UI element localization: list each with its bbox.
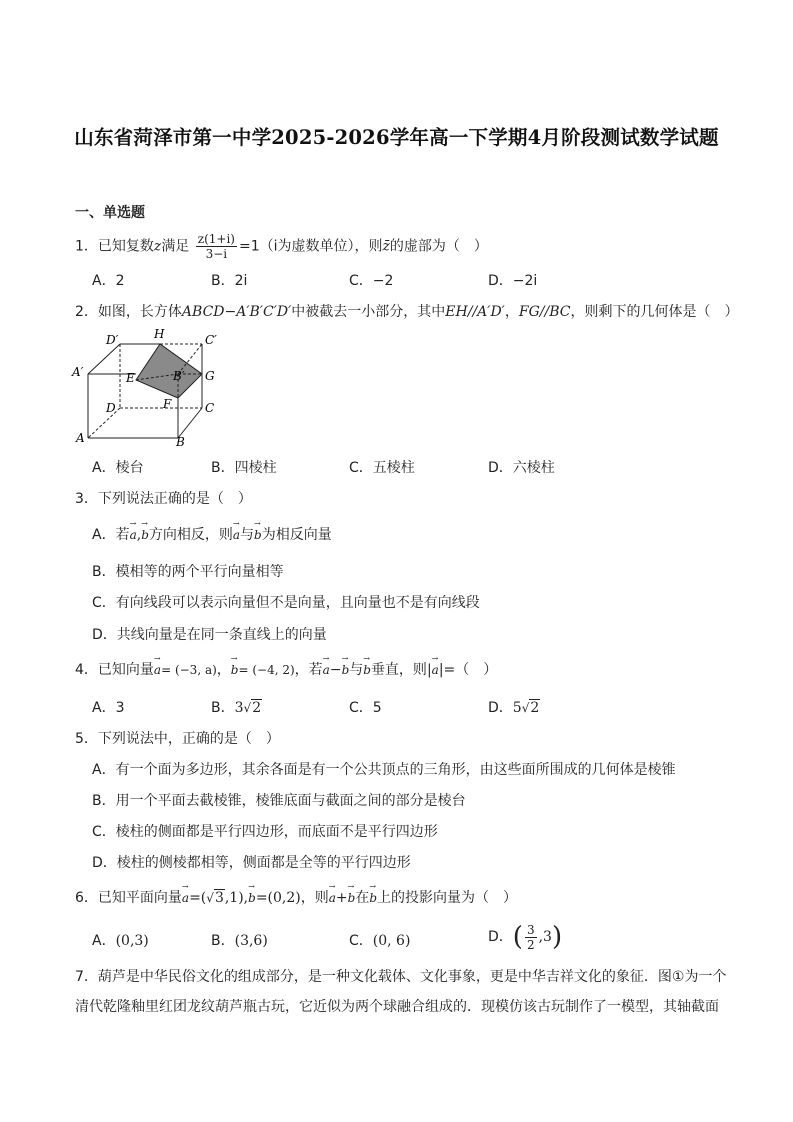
q6-option-a — [92, 930, 149, 950]
q4-pre: 4．已知向量 — [75, 662, 154, 678]
q6-on: 在 — [355, 890, 370, 906]
q2-text-mid: 中被截去一小部分，其中 — [291, 304, 446, 320]
q4-d-coef: 5 — [512, 700, 522, 716]
q2-sep: ， — [504, 304, 519, 320]
q2-option-b: B．四棱柱 — [211, 460, 277, 476]
q4-option-c: C．5 — [349, 700, 382, 716]
question-7-line-1: 7．葫芦是中华民俗文化的组成部分，是一种文化载体、文化事象，更是中华吉祥文化的象征．图①为一个 — [75, 969, 727, 985]
q1-frac-den: 3−i — [205, 247, 228, 261]
label-d1: D′ — [106, 333, 119, 347]
q4-vec-b2: → b — [342, 663, 350, 677]
q3-option-b: B．模相等的两个平行向量相等 — [92, 564, 284, 580]
q2-solid-name: ABCD−A′B′C′D′ — [181, 304, 292, 320]
label-d: D — [106, 401, 116, 415]
q1-text-post: 的虚部为（ ） — [389, 238, 488, 255]
label-b1: B′ — [173, 369, 185, 383]
q4-d-radicand: 2 — [530, 700, 540, 716]
q6-option-b — [211, 930, 268, 950]
question-2-stem — [75, 301, 738, 321]
q4-b-coef: 3 — [234, 700, 244, 716]
label-b: B — [176, 435, 185, 449]
question-3-stem: 3．下列说法正确的是（ ） — [75, 491, 252, 507]
q6-option-c — [349, 930, 410, 950]
label-f: F — [163, 397, 172, 411]
q6-d-fraction — [525, 923, 537, 952]
q5-option-c: C．棱柱的侧面都是平行四边形，而底面不是平行四边形 — [92, 824, 438, 840]
q1-var-zbar: z̄ — [382, 238, 390, 255]
label-c: C — [205, 401, 215, 415]
q4-vec-a2: → a — [323, 663, 330, 677]
q6-d-label: D． — [488, 929, 513, 945]
edge-bc — [178, 408, 202, 438]
q6-d-num: 3 — [526, 922, 535, 937]
q2-text-pre: 2．如图，长方体 — [75, 304, 182, 320]
q1-option-b: B．2i — [211, 273, 248, 289]
q4-and: 与 — [349, 662, 364, 678]
q6-b-label: B． — [211, 933, 235, 949]
q1-option-d: D．−2i — [488, 273, 538, 289]
question-1-stem — [75, 232, 488, 261]
q2-parallel-1: EH//A′D′ — [445, 304, 505, 320]
q2-text-post: ，则剩下的几何体是（ ） — [570, 304, 739, 320]
label-g: G — [205, 369, 215, 383]
cuboid-figure — [68, 328, 228, 450]
q4-abs-post: |=（ ） — [438, 662, 498, 678]
q4-option-b: B．3√2 — [211, 700, 262, 716]
q2-option-c: C．五棱柱 — [349, 460, 415, 476]
q6-d-tail: ,3 — [538, 929, 552, 945]
q6-a-open: =( — [189, 890, 207, 906]
q6-post: 上的投影向量为（ ） — [377, 890, 518, 906]
q4-vec-b3: → b — [363, 663, 371, 677]
q6-b-value: =(0,2) — [255, 890, 301, 906]
q3-a-post: 为相反向量 — [261, 527, 332, 543]
q1-text-pre: 1．已知复数 — [75, 238, 154, 255]
q3-option-a — [92, 524, 332, 544]
q6-plus: + — [335, 890, 348, 906]
q2-option-d: D．六棱柱 — [488, 460, 555, 476]
question-5-stem: 5．下列说法中，正确的是（ ） — [75, 731, 280, 747]
q3-a-pre: A．若 — [92, 527, 130, 543]
q4-perp: 垂直，则 — [370, 662, 427, 678]
q4-abs-open: | — [426, 662, 432, 678]
q6-c-label: C． — [349, 933, 373, 949]
q6-pre: 6．已知平面向量 — [75, 890, 182, 906]
question-6-stem: 6．已知平面向量→ a=(√3,1),→ b=(0,2)，则→ a+→ b在→ b上的投影向量为（ ） — [75, 887, 517, 907]
q6-vec-a: → a — [182, 891, 189, 905]
q4-vec-a: → a — [154, 663, 161, 677]
q4-b-label: B． — [211, 700, 235, 716]
q3-a-vec-b: → b — [141, 528, 149, 542]
q1-option-a: A．2 — [92, 273, 125, 289]
q3-option-d: D．共线向量是在同一条直线上的向量 — [92, 627, 327, 643]
q6-d-den: 2 — [526, 937, 535, 952]
section-heading: 一、单选题 — [75, 205, 145, 221]
label-e: E — [126, 371, 135, 385]
q2-option-a: A．棱台 — [92, 460, 144, 476]
q5-option-b: B．用一个平面去截棱锥，棱锥底面与截面之间的部分是棱台 — [92, 793, 466, 809]
edge-d1a1 — [88, 344, 120, 374]
q6-option-d: D．( $\frac{3}{2}$ ,3) — [488, 922, 563, 952]
q1-option-c: C．−2 — [349, 273, 394, 289]
q4-vec-a3: → a — [432, 663, 439, 677]
q6-b-value: (3,6) — [234, 933, 268, 949]
q3-a-vec-a: → a — [130, 528, 137, 542]
q1-frac-num: z(1+i) — [197, 232, 235, 246]
q3-option-c: C．有向线段可以表示向量但不是向量，且向量也不是有向线段 — [92, 595, 480, 611]
label-h: H — [154, 328, 165, 341]
q3-a-mid: 方向相反，则 — [148, 527, 233, 543]
q6-a-close: ,1), — [224, 890, 249, 906]
q6-vec-b2: → b — [348, 891, 356, 905]
q3-a-vec-b2: → b — [254, 528, 262, 542]
page-title: 山东省菏泽市第一中学2025-2026学年高一下学期4月阶段测试数学试题 — [74, 126, 719, 149]
q4-b-radicand: 2 — [252, 700, 262, 716]
q6-vec-b3: → b — [369, 891, 377, 905]
q3-a-comma: , — [136, 527, 142, 543]
q6-vec-a2: → a — [329, 891, 336, 905]
q1-var-z: z — [153, 238, 162, 255]
q6-a-label: A． — [92, 933, 116, 949]
label-a1: A′ — [72, 365, 84, 379]
q6-a-radicand: 3 — [214, 890, 224, 906]
q4-option-d: D．5√2 — [488, 700, 540, 716]
question-7-line-2: 清代乾隆釉里红团龙纹葫芦瓶古玩，它近似为两个球融合组成的．现模仿该古玩制作了一模型，其轴截面 — [75, 999, 719, 1015]
q4-vec-b: → b — [231, 663, 239, 677]
q4-a-value: = (−3, a) — [161, 663, 217, 677]
q4-mid: ，若 — [294, 662, 323, 678]
q1-fraction — [196, 232, 237, 261]
question-4-stem — [75, 659, 497, 679]
label-c1: C′ — [205, 333, 217, 347]
q4-minus: − — [329, 662, 342, 678]
q6-a-value: (0,3) — [115, 933, 149, 949]
q3-a-and: 与 — [240, 527, 255, 543]
q1-text-eq: =1（i为虚数单位），则 — [238, 238, 383, 255]
q5-option-d: D．棱柱的侧棱都相等，侧面都是全等的平行四边形 — [92, 855, 411, 871]
q4-d-label: D． — [488, 700, 513, 716]
q1-text-mid: 满足 — [161, 238, 190, 255]
q4-option-a: A．3 — [92, 700, 125, 716]
cut-face — [136, 344, 202, 398]
q5-option-a: A．有一个面为多边形，其余各面是有一个公共顶点的三角形，由这些面所围成的几何体是棱锥 — [92, 762, 676, 778]
q4-b-value: = (−4, 2) — [238, 663, 295, 677]
q2-parallel-2: FG//BC — [518, 304, 571, 320]
q4-comma: ， — [216, 662, 231, 678]
label-a: A — [76, 431, 85, 445]
q6-c-value: (0, 6) — [372, 933, 411, 949]
q3-a-vec-a2: → a — [233, 528, 240, 542]
q6-mid: ，则 — [300, 890, 329, 906]
q6-vec-b: → b — [248, 891, 256, 905]
